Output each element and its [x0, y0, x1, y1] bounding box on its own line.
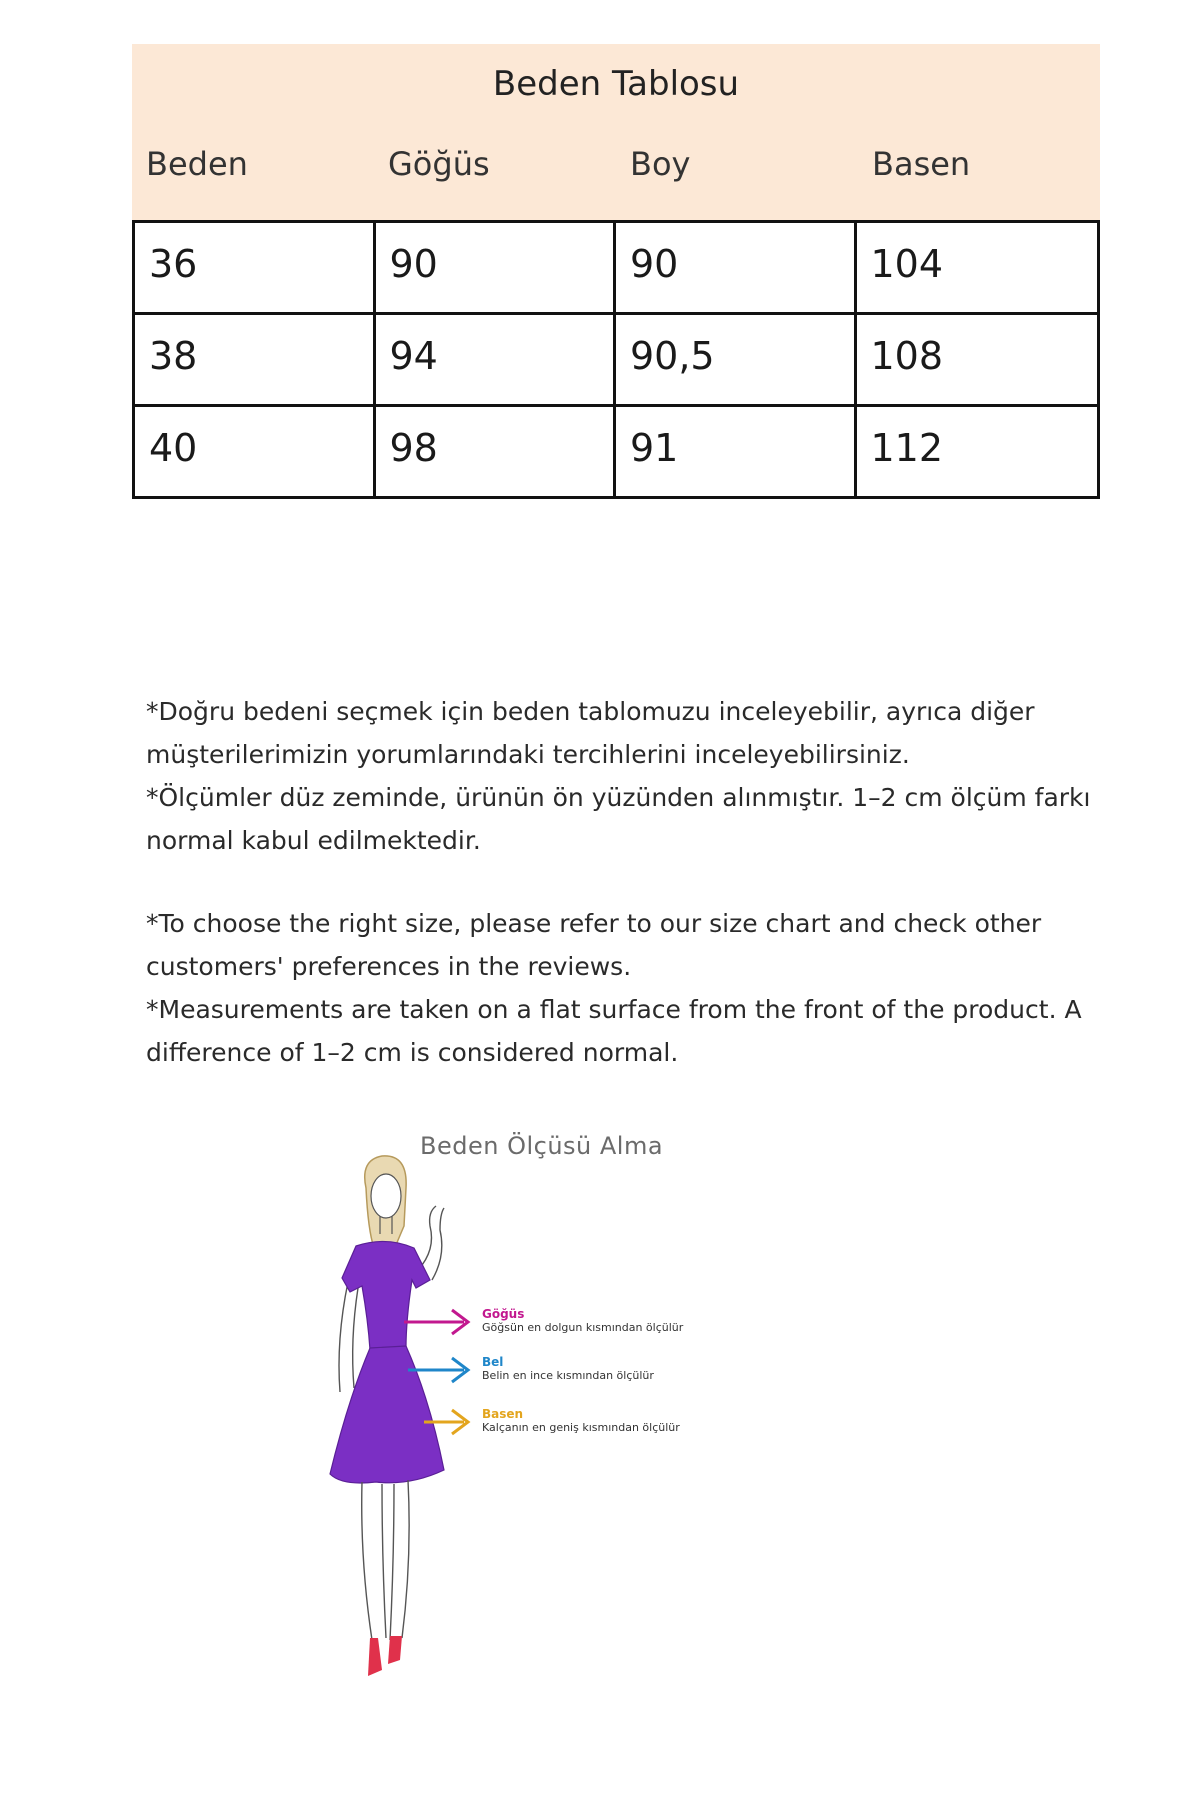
table-row	[135, 407, 1097, 497]
note-en-1: *To choose the right size, please refer to our size chart and check other customers' preferences in the reviews.	[146, 909, 1042, 981]
table-cell: 112	[870, 426, 944, 470]
label-basen	[482, 1408, 680, 1434]
table-cell: 90,5	[616, 315, 857, 404]
label-bel	[482, 1356, 654, 1382]
column-header-beden: Beden	[146, 145, 248, 183]
column-header-gogus: Göğüs	[388, 145, 490, 183]
table-column-headers	[132, 124, 1100, 220]
table-header	[132, 44, 1100, 220]
column-header-boy: Boy	[630, 145, 691, 183]
size-table	[132, 44, 1100, 499]
table-cell: 38	[135, 315, 376, 404]
table-cell: 108	[870, 334, 944, 378]
table-title: Beden Tablosu	[492, 64, 740, 104]
label-gogus	[482, 1308, 683, 1334]
table-cell: 90	[376, 223, 617, 312]
measurement-figure	[290, 1130, 810, 1770]
table-body	[132, 220, 1100, 499]
label-desc: Kalçanın en geniş kısmından ölçülür	[482, 1421, 680, 1434]
dress-illustration	[290, 1130, 810, 1770]
note-tr-2: *Ölçümler düz zeminde, ürünün ön yüzünden alınmıştır. 1–2 cm ölçüm farkı normal kabul edilmektedir.	[146, 783, 1091, 855]
note-en-2: *Measurements are taken on a flat surface from the front of the product. A difference of 1–2 cm is considered normal.	[146, 995, 1082, 1067]
label-name: Bel	[482, 1355, 504, 1369]
column-header-basen: Basen	[872, 145, 971, 183]
table-row	[135, 315, 1097, 407]
table-cell: 36	[135, 223, 376, 312]
table-cell: 104	[870, 242, 944, 286]
label-name: Basen	[482, 1407, 524, 1421]
table-cell: 98	[376, 407, 617, 496]
table-cell: 94	[376, 315, 617, 404]
figure-title: Beden Ölçüsü Alma	[420, 1132, 664, 1160]
table-cell: 40	[135, 407, 376, 496]
label-name: Göğüs	[482, 1307, 525, 1321]
label-desc: Göğsün en dolgun kısmından ölçülür	[482, 1321, 684, 1334]
label-desc: Belin en ince kısmından ölçülür	[482, 1369, 654, 1382]
note-tr-1: *Doğru bedeni seçmek için beden tablomuzu inceleyebilir, ayrıca diğer müşterilerimizin yorumlarındaki tercihlerini inceleyebilirsiniz.	[146, 697, 1035, 769]
table-cell: 91	[616, 407, 857, 496]
size-notes	[146, 690, 1106, 1074]
table-row	[135, 223, 1097, 315]
table-cell: 90	[616, 223, 857, 312]
